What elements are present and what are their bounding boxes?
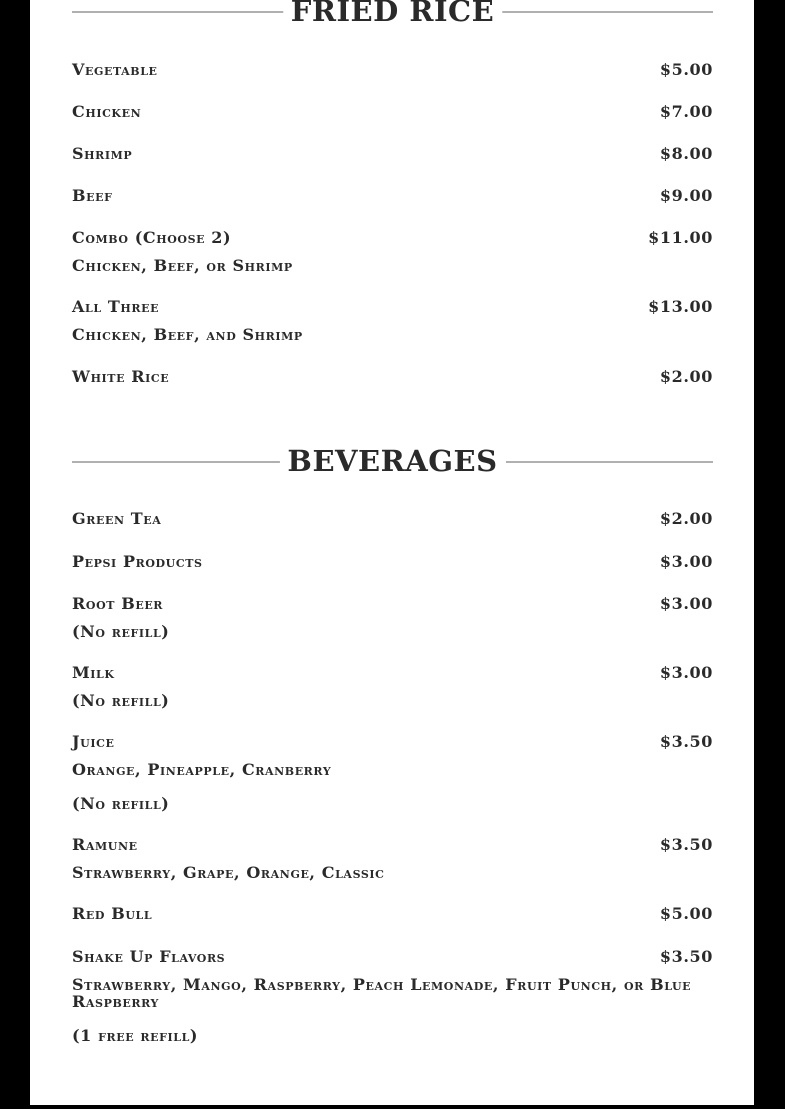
item-name: Pepsi Products <box>72 552 203 571</box>
item-name: Beef <box>72 186 113 205</box>
fried-rice-header <box>72 0 713 31</box>
item-price: $13.00 <box>648 297 713 316</box>
item-name: All Three <box>72 297 160 316</box>
item-price: $2.00 <box>659 367 713 386</box>
item-price: $8.00 <box>659 144 713 163</box>
item-name: Ramune <box>72 835 138 854</box>
item-note: (1 free refill) <box>72 1026 199 1045</box>
item-name: Milk <box>72 663 115 682</box>
item-name: Chicken <box>72 102 142 121</box>
item-price: $9.00 <box>659 186 713 205</box>
item-name: Shrimp <box>72 144 133 163</box>
beverages-header <box>72 441 713 481</box>
beverages-title: BEVERAGES <box>279 441 505 481</box>
item-price: $2.00 <box>659 509 713 528</box>
item-name: White Rice <box>72 367 170 386</box>
item-note: (No refill) <box>72 691 170 710</box>
item-name: Root Beer <box>72 594 164 613</box>
item-price: $11.00 <box>648 228 713 247</box>
item-name: Red Bull <box>72 904 153 923</box>
item-name: Combo (Choose 2) <box>72 228 232 247</box>
item-price: $5.00 <box>659 60 713 79</box>
item-name: Shake Up Flavors <box>72 947 226 966</box>
item-name: Green Tea <box>72 509 162 528</box>
item-price: $3.00 <box>659 663 713 682</box>
fried-rice-title: FRIED RICE <box>283 0 502 31</box>
item-note: (No refill) <box>72 622 170 641</box>
item-price: $3.00 <box>659 594 713 613</box>
item-description: Chicken, Beef, and Shrimp <box>72 325 303 344</box>
item-price: $3.00 <box>659 552 713 571</box>
item-price: $3.50 <box>659 947 713 966</box>
item-price: $7.00 <box>659 102 713 121</box>
item-name: Juice <box>72 732 115 751</box>
item-price: $5.00 <box>659 904 713 923</box>
item-price: $3.50 <box>659 835 713 854</box>
item-description: Strawberry, Grape, Orange, Classic <box>72 863 385 882</box>
item-note: (No refill) <box>72 794 170 813</box>
item-description: Orange, Pineapple, Cranberry <box>72 760 332 779</box>
item-description: Chicken, Beef, or Shrimp <box>72 256 293 275</box>
item-name: Vegetable <box>72 60 158 79</box>
menu-page <box>30 0 754 1105</box>
item-price: $3.50 <box>659 732 713 751</box>
item-description: Strawberry, Mango, Raspberry, Peach Lemonade, Fruit Punch, or Blue Raspberry <box>72 975 692 1011</box>
